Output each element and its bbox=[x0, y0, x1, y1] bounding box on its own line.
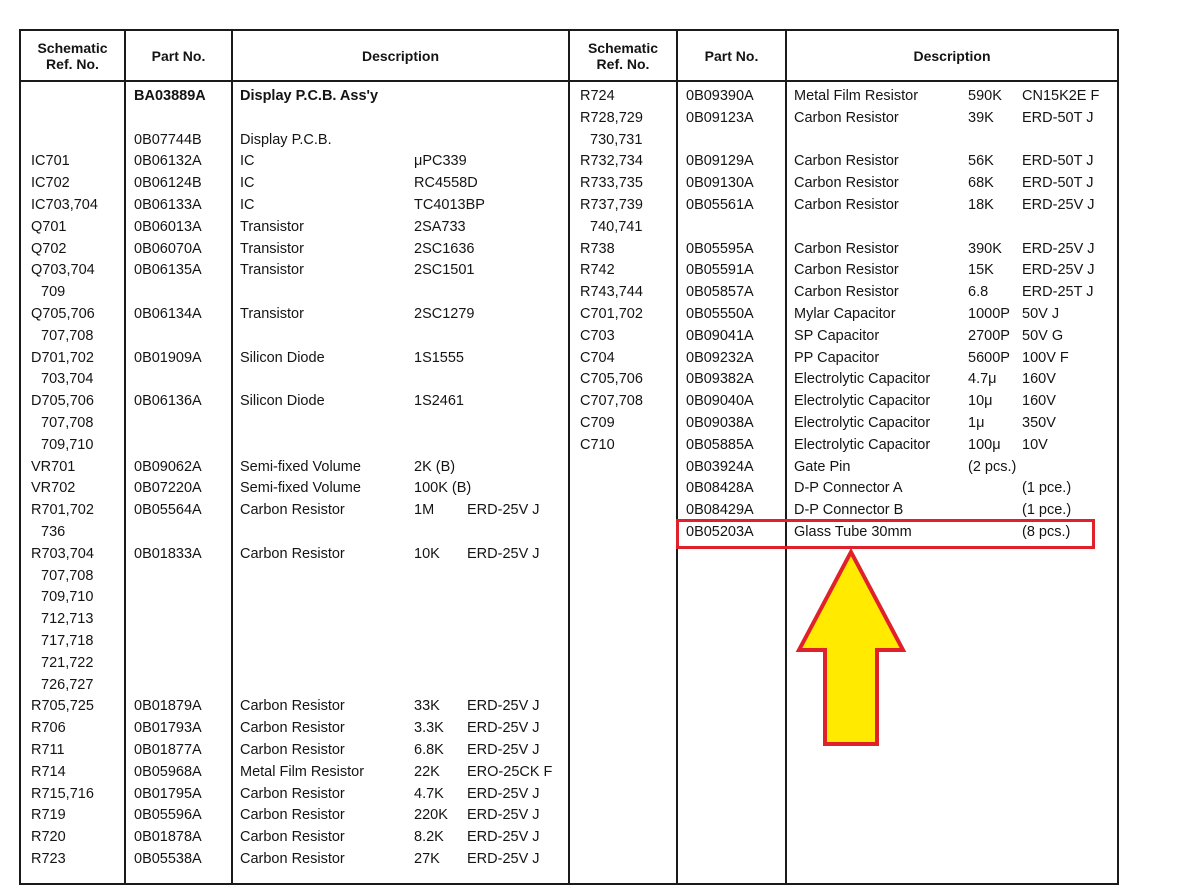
cell-ref: R715,716 bbox=[31, 785, 94, 802]
cell-ref: R738 bbox=[580, 240, 615, 257]
cell-part: 0B09062A bbox=[134, 458, 202, 475]
cell-ref: C704 bbox=[580, 349, 615, 366]
cell-ref: 703,704 bbox=[41, 371, 94, 388]
cell-part: 0B05596A bbox=[134, 807, 202, 824]
cell-part: 0B09232A bbox=[686, 349, 754, 366]
cell-part: 0B09040A bbox=[686, 393, 754, 410]
cell-part: 0B06124B bbox=[134, 175, 202, 192]
cell-part: 0B06134A bbox=[134, 306, 202, 322]
cell-desc: Carbon Resistor bbox=[794, 175, 899, 192]
table-row bbox=[0, 565, 1199, 587]
cell-part: 0B09129A bbox=[686, 153, 754, 170]
cell-val: 1M bbox=[414, 502, 435, 519]
cell-val: 10K bbox=[414, 545, 440, 562]
cell-val: 2SA733 bbox=[414, 218, 466, 235]
cell-val: 4.7μ bbox=[968, 371, 997, 388]
cell-type: ERD-25V J bbox=[1022, 240, 1095, 257]
cell-ref: 712,713 bbox=[41, 611, 94, 628]
cell-part: 0B01878A bbox=[134, 829, 202, 846]
header-desc-right: Description bbox=[913, 47, 991, 64]
table-row bbox=[0, 456, 1199, 478]
cell-ref: C709 bbox=[580, 415, 615, 431]
cell-ref: C701,702 bbox=[580, 306, 643, 322]
cell-type: ERD-25V J bbox=[467, 851, 540, 867]
cell-ref: 709 bbox=[41, 284, 66, 301]
cell-type: CN15K2E F bbox=[1022, 88, 1100, 104]
table-row bbox=[0, 150, 1199, 172]
cell-desc: Carbon Resistor bbox=[794, 109, 899, 126]
cell-type: 50V J bbox=[1022, 306, 1060, 322]
cell-ref: C710 bbox=[580, 436, 615, 453]
cell-part: 0B06013A bbox=[134, 218, 202, 235]
cell-ref: C705,706 bbox=[580, 371, 643, 388]
cell-ref: R742 bbox=[580, 262, 615, 279]
cell-val: μPC339 bbox=[414, 153, 467, 170]
cell-part: 0B06132A bbox=[134, 153, 202, 170]
cell-ref: 736 bbox=[41, 524, 66, 540]
cell-desc: IC bbox=[240, 153, 255, 170]
cell-desc: Metal Film Resistor bbox=[240, 763, 365, 780]
cell-part: 0B09041A bbox=[686, 327, 754, 344]
cell-ref: Q702 bbox=[31, 240, 67, 257]
cell-val: RC4558D bbox=[414, 175, 478, 192]
cell-desc: Electrolytic Capacitor bbox=[794, 436, 931, 453]
cell-part: 0B05561A bbox=[686, 197, 754, 213]
cell-type: ERD-25V J bbox=[467, 807, 540, 824]
cell-part: 0B09130A bbox=[686, 175, 754, 192]
cell-val: 39K bbox=[968, 109, 994, 126]
table-row bbox=[0, 172, 1199, 194]
cell-type: ERD-50T J bbox=[1022, 153, 1094, 170]
up-arrow-icon bbox=[795, 548, 907, 748]
cell-ref: 740,741 bbox=[590, 218, 643, 235]
cell-type: 10V bbox=[1022, 436, 1048, 453]
table-row bbox=[0, 783, 1199, 805]
table-row bbox=[0, 761, 1199, 783]
table-row bbox=[0, 630, 1199, 652]
cell-type: ERD-25V J bbox=[467, 720, 540, 737]
cell-desc: Carbon Resistor bbox=[240, 807, 345, 824]
cell-desc: Transistor bbox=[240, 306, 304, 322]
cell-part: 0B07220A bbox=[134, 480, 202, 497]
cell-val: 2SC1636 bbox=[414, 240, 475, 257]
header-ref-line1: Schematic bbox=[37, 39, 108, 56]
cell-val: 390K bbox=[968, 240, 1002, 257]
cell-desc: Carbon Resistor bbox=[794, 153, 899, 170]
cell-ref: R714 bbox=[31, 763, 66, 780]
cell-val: TC4013BP bbox=[414, 197, 485, 213]
cell-desc: Electrolytic Capacitor bbox=[794, 415, 931, 431]
cell-ref: R728,729 bbox=[580, 109, 643, 126]
cell-ref: Q703,704 bbox=[31, 262, 95, 279]
cell-desc: Carbon Resistor bbox=[794, 197, 899, 213]
header-ref-line1: Schematic bbox=[587, 39, 659, 56]
cell-ref: IC702 bbox=[31, 175, 70, 192]
table-row bbox=[0, 695, 1199, 717]
table-row bbox=[0, 739, 1199, 761]
cell-desc: Glass Tube 30mm bbox=[794, 524, 912, 540]
cell-val: 1000P bbox=[968, 306, 1010, 322]
cell-val: 6.8K bbox=[414, 742, 444, 758]
cell-part: 0B05203A bbox=[686, 524, 754, 540]
cell-val: 2K (B) bbox=[414, 458, 456, 475]
cell-desc: Carbon Resistor bbox=[240, 698, 345, 715]
cell-ref: C703 bbox=[580, 327, 615, 344]
cell-desc: D-P Connector B bbox=[794, 502, 904, 519]
cell-part: 0B09390A bbox=[686, 88, 754, 104]
cell-part: 0B06133A bbox=[134, 197, 202, 213]
table-row bbox=[0, 347, 1199, 369]
header-ref-left bbox=[21, 31, 124, 80]
cell-part: 0B08428A bbox=[686, 480, 754, 497]
table-row bbox=[0, 652, 1199, 674]
cell-val: 10μ bbox=[968, 393, 993, 410]
cell-ref: Q705,706 bbox=[31, 306, 95, 322]
cell-part: 0B06070A bbox=[134, 240, 202, 257]
cell-desc: D-P Connector A bbox=[794, 480, 903, 497]
table-row bbox=[0, 826, 1199, 848]
cell-val: 1S2461 bbox=[414, 393, 464, 410]
cell-desc: Carbon Resistor bbox=[240, 502, 345, 519]
cell-ref: R705,725 bbox=[31, 698, 94, 715]
cell-part: 0B06135A bbox=[134, 262, 202, 279]
cell-ref: R719 bbox=[31, 807, 66, 824]
cell-type: ERD-25V J bbox=[467, 545, 540, 562]
cell-part: 0B01793A bbox=[134, 720, 202, 737]
cell-ref: R737,739 bbox=[580, 197, 643, 213]
cell-type: 160V bbox=[1022, 393, 1056, 410]
cell-ref: R743,744 bbox=[580, 284, 643, 301]
cell-type: ERD-25V J bbox=[467, 698, 540, 715]
cell-desc: Carbon Resistor bbox=[240, 851, 345, 867]
cell-ref: 709,710 bbox=[41, 436, 94, 453]
cell-type: ERD-25T J bbox=[1022, 284, 1094, 301]
cell-type: ERD-25V J bbox=[467, 785, 540, 802]
cell-type: ERD-25V J bbox=[1022, 262, 1095, 279]
table-row bbox=[0, 586, 1199, 608]
cell-part: 0B05595A bbox=[686, 240, 754, 257]
cell-val: 27K bbox=[414, 851, 440, 867]
cell-desc: PP Capacitor bbox=[794, 349, 880, 366]
header-ref-right bbox=[570, 31, 676, 80]
header-ref-line2: Ref. No. bbox=[46, 55, 99, 72]
cell-ref: R723 bbox=[31, 851, 66, 867]
cell-part: 0B05538A bbox=[134, 851, 202, 867]
table-row bbox=[0, 303, 1199, 325]
cell-ref: R711 bbox=[31, 742, 65, 758]
cell-type: ERD-25V J bbox=[467, 502, 540, 519]
cell-val: 4.7K bbox=[414, 785, 444, 802]
cell-part: 0B01833A bbox=[134, 545, 202, 562]
cell-ref: VR701 bbox=[31, 458, 76, 475]
cell-desc: Transistor bbox=[240, 218, 304, 235]
cell-part: 0B09038A bbox=[686, 415, 754, 431]
cell-type: ERD-50T J bbox=[1022, 175, 1094, 192]
table-row bbox=[0, 499, 1199, 521]
cell-val: 2SC1279 bbox=[414, 306, 475, 322]
cell-desc: IC bbox=[240, 197, 255, 213]
cell-type: 50V G bbox=[1022, 327, 1064, 344]
cell-part: 0B05564A bbox=[134, 502, 202, 519]
table-row bbox=[0, 129, 1199, 151]
cell-val: 56K bbox=[968, 153, 994, 170]
cell-val: 22K bbox=[414, 763, 440, 780]
cell-val: 3.3K bbox=[414, 720, 444, 737]
cell-type: ERD-25V J bbox=[467, 829, 540, 846]
cell-desc: Carbon Resistor bbox=[240, 742, 345, 758]
table-row bbox=[0, 848, 1199, 870]
table-row bbox=[0, 368, 1199, 390]
cell-desc: Transistor bbox=[240, 240, 304, 257]
cell-ref: R706 bbox=[31, 720, 66, 737]
cell-ref: 709,710 bbox=[41, 589, 94, 606]
cell-ref: R703,704 bbox=[31, 545, 94, 562]
cell-ref: D705,706 bbox=[31, 393, 94, 410]
table-row bbox=[0, 477, 1199, 499]
cell-type: 350V bbox=[1022, 415, 1056, 431]
cell-desc: Carbon Resistor bbox=[794, 262, 899, 279]
cell-desc: Mylar Capacitor bbox=[794, 306, 896, 322]
cell-val: 18K bbox=[968, 197, 994, 213]
table-row bbox=[0, 216, 1199, 238]
cell-part: 0B01879A bbox=[134, 698, 202, 715]
cell-val: 6.8 bbox=[968, 284, 989, 301]
cell-ref: R724 bbox=[580, 88, 615, 104]
cell-val: 5600P bbox=[968, 349, 1010, 366]
cell-desc: Carbon Resistor bbox=[794, 240, 899, 257]
cell-part: 0B01795A bbox=[134, 785, 202, 802]
cell-ref: R733,735 bbox=[580, 175, 643, 192]
cell-ref: 730,731 bbox=[590, 131, 643, 148]
cell-ref: D701,702 bbox=[31, 349, 94, 366]
cell-part: 0B05857A bbox=[686, 284, 754, 301]
cell-desc: Silicon Diode bbox=[240, 393, 325, 410]
cell-part: 0B07744B bbox=[134, 131, 202, 148]
cell-desc: SP Capacitor bbox=[794, 327, 880, 344]
cell-type: ERD-25V J bbox=[467, 742, 540, 758]
cell-ref: Q701 bbox=[31, 218, 67, 235]
glass-tube-highlight-box bbox=[676, 519, 1095, 549]
table-row bbox=[0, 325, 1199, 347]
cell-desc: Gate Pin bbox=[794, 458, 851, 475]
cell-type: (1 pce.) bbox=[1022, 480, 1072, 497]
cell-part: 0B08429A bbox=[686, 502, 754, 519]
cell-val: 2700P bbox=[968, 327, 1010, 344]
cell-type: 160V bbox=[1022, 371, 1056, 388]
cell-val: 33K bbox=[414, 698, 440, 715]
header-part-left: Part No. bbox=[151, 47, 206, 64]
cell-val: 100K (B) bbox=[414, 480, 472, 497]
cell-desc: Metal Film Resistor bbox=[794, 88, 919, 104]
cell-ref: R720 bbox=[31, 829, 66, 846]
cell-type: 100V F bbox=[1022, 349, 1069, 366]
cell-desc: Semi-fixed Volume bbox=[240, 480, 361, 497]
cell-part: 0B05885A bbox=[686, 436, 754, 453]
table-row bbox=[0, 107, 1199, 129]
cell-part: 0B06136A bbox=[134, 393, 202, 410]
cell-val: 8.2K bbox=[414, 829, 444, 846]
cell-val: 220K bbox=[414, 807, 448, 824]
cell-desc: Display P.C.B. Ass'y bbox=[240, 88, 379, 104]
cell-val: 2SC1501 bbox=[414, 262, 475, 279]
cell-part: 0B05550A bbox=[686, 306, 754, 322]
cell-ref: 707,708 bbox=[41, 567, 94, 584]
cell-type: ERD-25V J bbox=[1022, 197, 1095, 213]
table-row bbox=[0, 390, 1199, 412]
table-row bbox=[0, 412, 1199, 434]
cell-ref: R701,702 bbox=[31, 502, 94, 519]
cell-part: 0B01909A bbox=[134, 349, 202, 366]
cell-ref: 707,708 bbox=[41, 415, 94, 431]
cell-val: 68K bbox=[968, 175, 994, 192]
cell-desc: Transistor bbox=[240, 262, 304, 279]
table-row bbox=[0, 85, 1199, 107]
cell-part: BA03889A bbox=[134, 88, 206, 104]
cell-ref: 721,722 bbox=[41, 654, 94, 671]
cell-ref: 726,727 bbox=[41, 676, 94, 693]
cell-part: 0B05591A bbox=[686, 262, 754, 279]
cell-desc: Display P.C.B. bbox=[240, 131, 332, 148]
table-row bbox=[0, 674, 1199, 696]
table-row bbox=[0, 804, 1199, 826]
cell-part: 0B09123A bbox=[686, 109, 754, 126]
cell-desc: Carbon Resistor bbox=[240, 545, 345, 562]
table-row bbox=[0, 717, 1199, 739]
cell-part: 0B05968A bbox=[134, 763, 202, 780]
cell-desc: Electrolytic Capacitor bbox=[794, 393, 931, 410]
cell-ref: C707,708 bbox=[580, 393, 643, 410]
cell-desc: Carbon Resistor bbox=[240, 785, 345, 802]
cell-type: (1 pce.) bbox=[1022, 502, 1072, 519]
cell-desc: Electrolytic Capacitor bbox=[794, 371, 931, 388]
header-desc-left: Description bbox=[361, 47, 439, 64]
cell-part: 0B03924A bbox=[686, 458, 754, 475]
table-row bbox=[0, 434, 1199, 456]
cell-ref: R732,734 bbox=[580, 153, 643, 170]
cell-desc: Silicon Diode bbox=[240, 349, 325, 366]
cell-val: 15K bbox=[968, 262, 994, 279]
cell-ref: IC701 bbox=[31, 153, 70, 170]
cell-part: 0B01877A bbox=[134, 742, 202, 758]
cell-type: ERO-25CK F bbox=[467, 763, 553, 780]
header-ref-line2: Ref. No. bbox=[596, 55, 650, 72]
cell-desc: Carbon Resistor bbox=[794, 284, 899, 301]
header-part-right: Part No. bbox=[704, 47, 759, 64]
table-row bbox=[0, 608, 1199, 630]
cell-desc: IC bbox=[240, 175, 255, 192]
cell-ref: 717,718 bbox=[41, 633, 94, 649]
cell-val: 590K bbox=[968, 88, 1002, 104]
cell-type: (8 pcs.) bbox=[1022, 524, 1071, 540]
cell-ref: 707,708 bbox=[41, 327, 94, 344]
cell-desc: Carbon Resistor bbox=[240, 829, 345, 846]
cell-val: 100μ bbox=[968, 436, 1001, 453]
cell-val: (2 pcs.) bbox=[968, 458, 1017, 475]
cell-desc: Carbon Resistor bbox=[240, 720, 345, 737]
cell-part: 0B09382A bbox=[686, 371, 754, 388]
table-row bbox=[0, 194, 1199, 216]
cell-val: 1μ bbox=[968, 415, 985, 431]
cell-desc: Semi-fixed Volume bbox=[240, 458, 361, 475]
cell-ref: IC703,704 bbox=[31, 197, 98, 213]
cell-val: 1S1555 bbox=[414, 349, 464, 366]
table-row bbox=[0, 238, 1199, 260]
cell-ref: VR702 bbox=[31, 480, 76, 497]
table-row bbox=[0, 259, 1199, 281]
cell-type: ERD-50T J bbox=[1022, 109, 1094, 126]
table-row bbox=[0, 281, 1199, 303]
